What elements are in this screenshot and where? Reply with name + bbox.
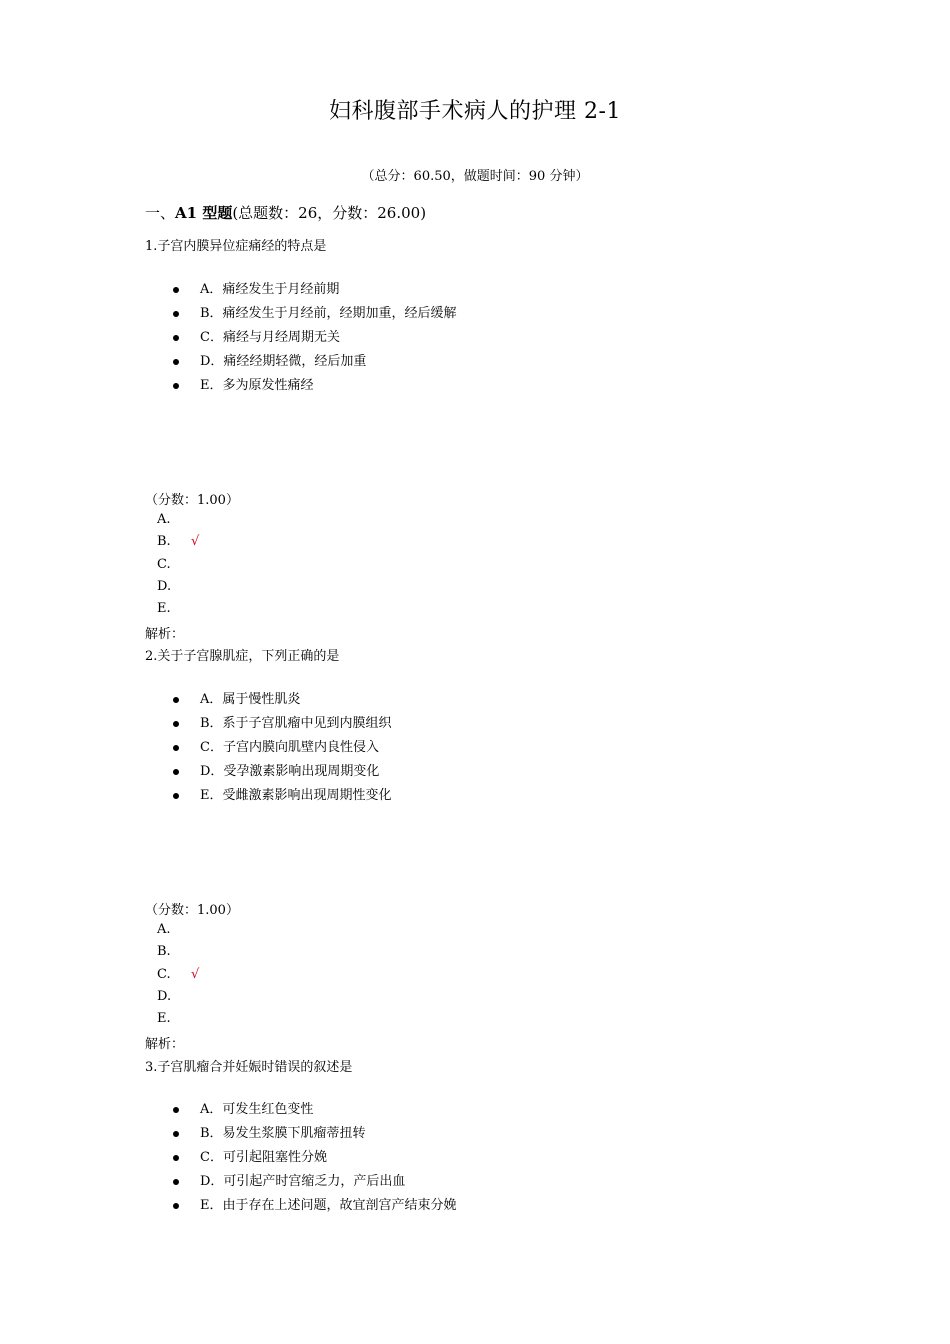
- answer-item: [157, 1008, 171, 1030]
- option-text: E．由于存在上述问题，故宜剖宫产结束分娩: [200, 1198, 457, 1213]
- option-text: E．受雌激素影响出现周期性变化: [200, 788, 392, 803]
- option-text: B．痛经发生于月经前，经期加重，经后缓解: [200, 306, 457, 321]
- section-prefix: 一、: [145, 204, 176, 222]
- bullet-icon: [173, 287, 179, 293]
- option-item: [170, 374, 457, 398]
- checkmark-icon: √: [191, 534, 200, 550]
- answer-label: C.: [157, 556, 171, 572]
- option-item: [170, 302, 457, 326]
- option-item: [170, 350, 457, 374]
- answer-item: [157, 576, 171, 598]
- option-item: [170, 326, 457, 350]
- option-item: [170, 688, 392, 712]
- option-text: C．可引起阻塞性分娩: [200, 1150, 327, 1165]
- section-heading: [145, 202, 426, 223]
- question-1-options: [170, 278, 457, 398]
- option-item: [170, 1194, 457, 1218]
- bullet-icon: [173, 1203, 179, 1209]
- option-item: [170, 784, 392, 808]
- option-text: B．易发生浆膜下肌瘤蒂扭转: [200, 1126, 366, 1141]
- question-3-options: [170, 1098, 457, 1218]
- option-item: [170, 712, 392, 736]
- bullet-icon: [173, 793, 179, 799]
- question-2-answers: [157, 919, 200, 1030]
- bullet-icon: [173, 1131, 179, 1137]
- answer-label: D.: [157, 988, 172, 1004]
- answer-item: [157, 986, 171, 1008]
- bullet-icon: [173, 745, 179, 751]
- bullet-icon: [173, 335, 179, 341]
- answer-item: [157, 509, 171, 531]
- answer-label: A.: [157, 512, 171, 527]
- question-3-stem: 3.子宫肌瘤合并妊娠时错误的叙述是: [145, 1060, 353, 1075]
- option-text: C．子宫内膜向肌壁内良性侵入: [200, 740, 379, 755]
- option-text: C．痛经与月经周期无关: [200, 330, 340, 345]
- question-1-stem: 1.子宫内膜异位症痛经的特点是: [145, 239, 327, 254]
- answer-label: E.: [157, 1011, 171, 1027]
- question-2-options: [170, 688, 392, 808]
- option-text: E．多为原发性痛经: [200, 378, 314, 393]
- option-item: [170, 278, 457, 302]
- option-text: A．痛经发生于月经前期: [200, 282, 340, 297]
- option-item: [170, 1170, 457, 1194]
- answer-item: [157, 598, 171, 620]
- option-text: D．受孕激素影响出现周期变化: [200, 764, 380, 779]
- bullet-icon: [173, 697, 179, 703]
- answer-item: [157, 531, 200, 553]
- option-text: A．可发生红色变性: [200, 1102, 314, 1117]
- question-2-analysis: 解析：: [145, 1037, 185, 1052]
- answer-label: D.: [157, 578, 172, 594]
- question-1-analysis: 解析：: [145, 627, 185, 642]
- option-text: B．系于子宫肌瘤中见到内膜组织: [200, 716, 392, 731]
- question-1-score: （分数：1.00）: [145, 493, 239, 508]
- answer-label: E.: [157, 601, 171, 617]
- answer-item: [157, 964, 200, 986]
- bullet-icon: [173, 359, 179, 365]
- question-2-score: （分数：1.00）: [145, 903, 239, 918]
- bullet-icon: [173, 1107, 179, 1113]
- option-text: D．痛经经期轻微，经后加重: [200, 354, 367, 369]
- section-title: A1 型题: [175, 204, 233, 222]
- answer-item: [157, 941, 171, 963]
- answer-label: B.: [157, 534, 171, 550]
- bullet-icon: [173, 311, 179, 317]
- bullet-icon: [173, 1155, 179, 1161]
- option-item: [170, 1098, 457, 1122]
- question-2-stem: 2.关于子宫腺肌症，下列正确的是: [145, 649, 340, 664]
- answer-label: C.: [157, 966, 171, 982]
- bullet-icon: [173, 769, 179, 775]
- bullet-icon: [173, 383, 179, 389]
- checkmark-icon: √: [191, 966, 200, 982]
- option-text: D．可引起产时宫缩乏力，产后出血: [200, 1174, 406, 1189]
- answer-item: [157, 919, 171, 941]
- exam-summary: （总分：60.50，做题时间：90 分钟）: [361, 169, 589, 184]
- document-title: 妇科腹部手术病人的护理 2-1: [329, 99, 621, 124]
- section-info: (总题数：26，分数：26.00): [232, 204, 427, 222]
- option-item: [170, 1146, 457, 1170]
- option-item: [170, 760, 392, 784]
- answer-label: A.: [157, 922, 171, 937]
- bullet-icon: [173, 1179, 179, 1185]
- option-item: [170, 1122, 457, 1146]
- bullet-icon: [173, 721, 179, 727]
- answer-item: [157, 554, 171, 576]
- answer-label: B.: [157, 944, 171, 960]
- question-1-answers: [157, 509, 200, 620]
- option-item: [170, 736, 392, 760]
- option-text: A．属于慢性肌炎: [200, 692, 301, 707]
